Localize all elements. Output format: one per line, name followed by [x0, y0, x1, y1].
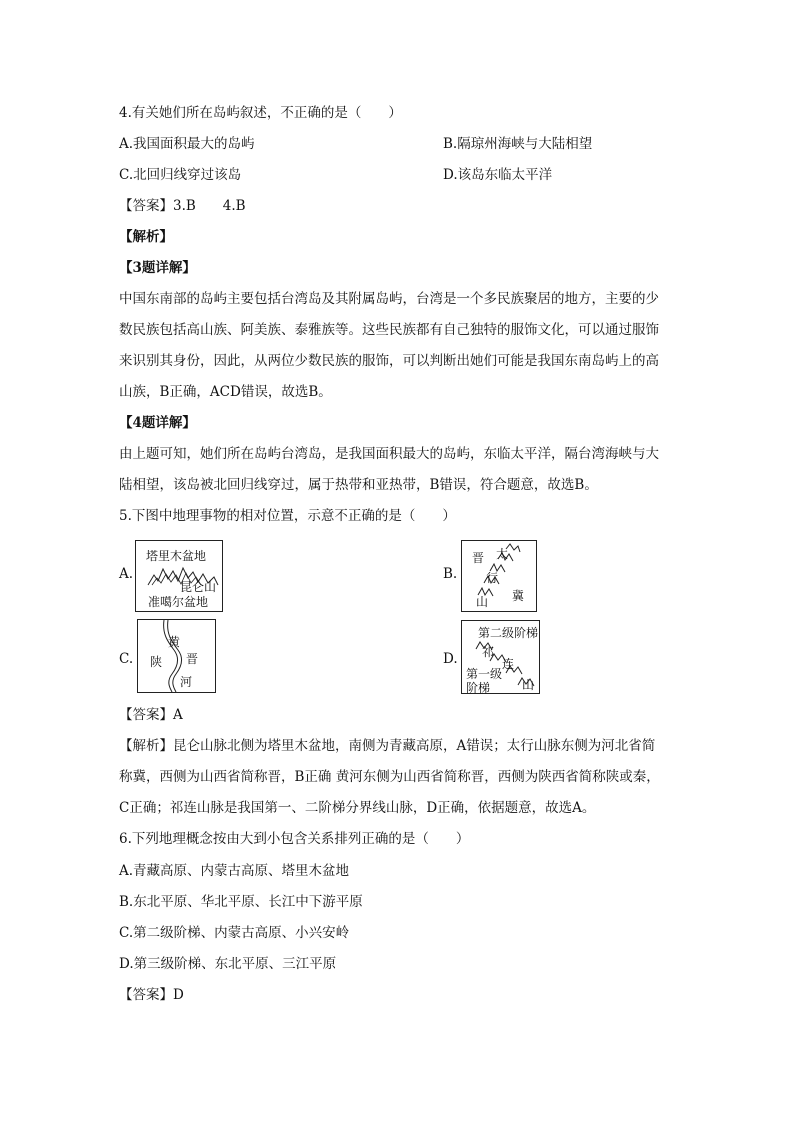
q4-option-b: B.隔琼州海峡与大陆相望 — [443, 136, 593, 152]
map-d-lian-label: 连 — [502, 657, 515, 671]
map-b-shan-label: 山 — [476, 595, 489, 609]
q6-stem: 6.下列地理概念按由大到小包含关系排列正确的是（ ） — [119, 831, 470, 847]
map-b-figure — [461, 540, 537, 612]
q4-option-a: A.我国面积最大的岛屿 — [119, 136, 255, 152]
map-d-shan-label: 山 — [522, 678, 535, 692]
map-c-he-label: 河 — [180, 675, 193, 689]
q6-option-d: D.第三级阶梯、东北平原、三江平原 — [119, 956, 337, 972]
analysis-heading: 【解析】 — [119, 229, 173, 245]
q4-option-c: C.北回归线穿过该岛 — [119, 167, 242, 183]
q3-detail-line: 来识别其身份，因此，从两位少数民族的服饰，可以判断出她们可能是我国东南岛屿上的高 — [119, 353, 659, 369]
map-c-shaan-label: 陕 — [150, 655, 163, 669]
map-a-junggar-label: 准噶尔盆地 — [148, 595, 209, 609]
map-d-qi-label: 祁 — [482, 645, 495, 659]
map-d-figure — [461, 620, 540, 694]
q6-option-c: C.第二级阶梯、内蒙古高原、小兴安岭 — [119, 925, 350, 941]
q5-option-a-label: A. — [119, 566, 134, 582]
map-d-first-step-label-2: 阶梯 — [466, 681, 491, 695]
q4-stem: 4.有关她们所在岛屿叙述，不正确的是（ ） — [119, 105, 402, 121]
map-c-figure — [137, 619, 216, 693]
q5-analysis-line: C正确；祁连山脉是我国第一、二阶梯分界线山脉，D正确，依据题意，故选A。 — [119, 800, 596, 816]
map-b-hang-label: 行 — [486, 571, 499, 585]
map-b-tai-label: 太 — [496, 547, 509, 561]
q4-detail-heading: 【4题详解】 — [119, 415, 196, 431]
q5-option-b-label: B. — [443, 566, 458, 582]
q5-stem: 5.下图中地理事物的相对位置，示意不正确的是（ ） — [119, 508, 456, 524]
q3-detail-heading: 【3题详解】 — [119, 260, 196, 276]
q3-detail-line: 山族，B正确，ACD错误，故选B。 — [119, 384, 332, 400]
q6-answer: 【答案】D — [119, 987, 184, 1003]
map-a-figure — [135, 540, 223, 612]
q5-analysis-line: 【解析】昆仑山脉北侧为塔里木盆地，南侧为青藏高原，A错误；太行山脉东侧为河北省简 — [119, 738, 656, 754]
q5-option-d-label: D. — [443, 651, 458, 667]
q4-detail-line: 由上题可知，她们所在岛屿台湾岛，是我国面积最大的岛屿，东临太平洋，隔台湾海峡与大 — [119, 446, 659, 462]
q3-detail-line: 数民族包括高山族、阿美族、泰雅族等。这些民族都有自己独特的服饰文化，可以通过服饰 — [119, 322, 659, 338]
map-b-jin-label: 晋 — [472, 551, 485, 565]
q5-analysis-line: 称冀，西侧为山西省简称晋，B正确 黄河东侧为山西省简称晋，西侧为陕西省简称陕或秦， — [119, 769, 660, 785]
q4-option-d: D.该岛东临太平洋 — [443, 167, 553, 183]
answer-3-4: 【答案】3.B 4.B — [119, 198, 246, 214]
map-a-tarim-label: 塔里木盆地 — [146, 549, 207, 563]
map-c-huang-label: 黄 — [168, 635, 181, 649]
map-a-kunlun-label: 昆仑山 — [180, 580, 217, 594]
map-c-jin-label: 晋 — [186, 652, 199, 666]
q6-option-a: A.青藏高原、内蒙古高原、塔里木盆地 — [119, 863, 350, 879]
q4-detail-line: 陆相望，该岛被北回归线穿过，属于热带和亚热带，B错误，符合题意，故选B。 — [119, 477, 598, 493]
map-d-first-step-label: 第一级 — [466, 667, 503, 681]
q3-detail-line: 中国东南部的岛屿主要包括台湾岛及其附属岛屿，台湾是一个多民族聚居的地方，主要的少 — [119, 291, 659, 307]
q5-option-c-label: C. — [119, 651, 134, 667]
map-d-second-step-label: 第二级阶梯 — [478, 626, 539, 640]
map-b-ji-label: 冀 — [512, 589, 525, 603]
q6-option-b: B.东北平原、华北平原、长江中下游平原 — [119, 894, 363, 910]
q5-answer: 【答案】A — [119, 707, 183, 723]
